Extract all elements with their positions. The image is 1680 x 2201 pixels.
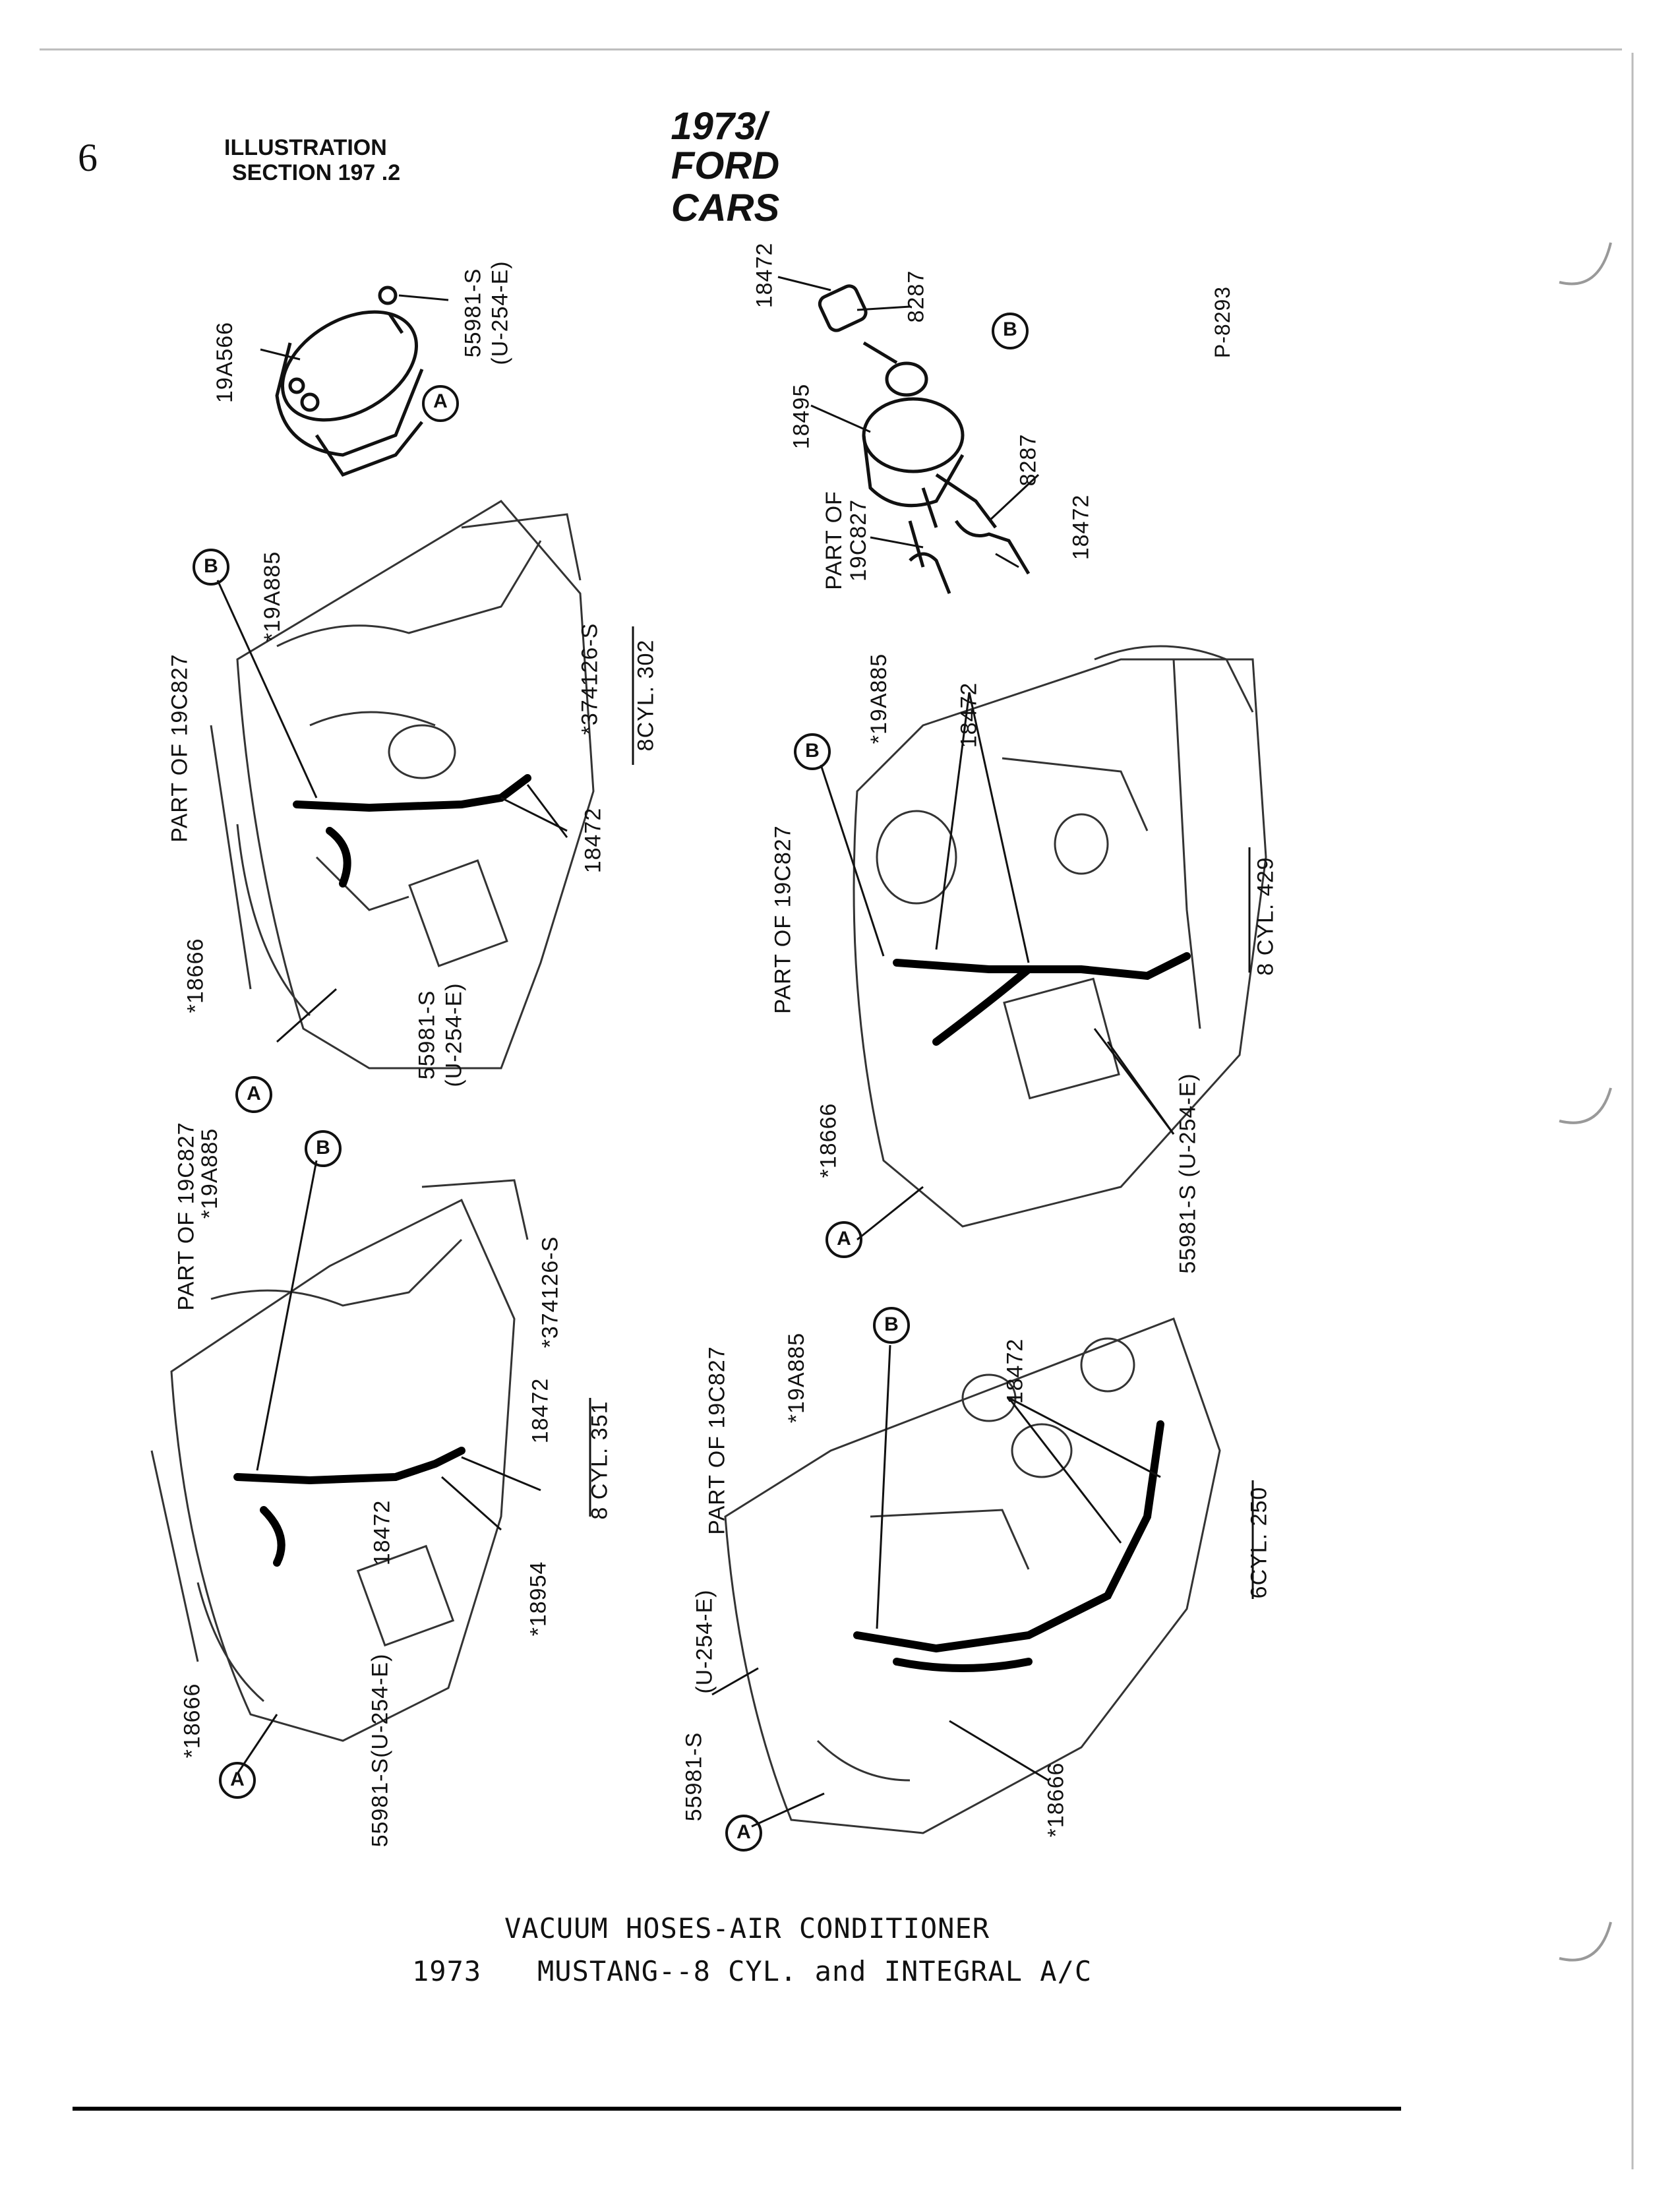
part-label: *18666 — [183, 938, 208, 1013]
part-label: 18472 — [369, 1499, 395, 1566]
illustration-label: ILLUSTRATION — [224, 135, 387, 160]
part-label: 18472 — [580, 807, 606, 874]
engine-351-title: 8 CYL. 351 — [587, 1401, 613, 1520]
part-label: 18472 — [1068, 494, 1094, 560]
caption-year: 1973 — [412, 1955, 482, 1987]
hose-302 — [297, 778, 527, 884]
part-label: *374126-S — [537, 1236, 563, 1348]
engine-429-title: 8 CYL. 429 — [1253, 857, 1278, 976]
part-label: 55981-S (U-254-E) — [1175, 1073, 1201, 1274]
part-label: *18666 — [179, 1683, 205, 1759]
callout-b: B — [204, 555, 218, 577]
callout-b: B — [316, 1137, 330, 1159]
section-label: SECTION 197 .2 — [232, 160, 401, 185]
part-label: 19C827 — [846, 498, 872, 582]
part-label: PART OF 19C827 — [704, 1346, 730, 1535]
callout-b: B — [1003, 318, 1017, 340]
callout-a: A — [837, 1228, 851, 1250]
binder-hole-mark — [1559, 243, 1611, 284]
part-label: *19A885 — [784, 1332, 810, 1424]
binder-hole-mark — [1559, 1922, 1611, 1960]
engine-302-title: 8CYL. 302 — [633, 639, 659, 752]
detail-a-drawing — [264, 287, 436, 475]
callout-a: A — [247, 1083, 261, 1104]
header-brand: FORD CARS — [671, 144, 780, 229]
part-label: 55981-S — [681, 1732, 707, 1822]
part-label: *18954 — [525, 1561, 551, 1637]
part-label: 18472 — [1002, 1338, 1028, 1404]
header-year: 1973/ — [671, 105, 767, 148]
callout-b: B — [805, 740, 820, 762]
part-label: 8287 — [903, 270, 929, 323]
hose-351 — [237, 1451, 462, 1563]
part-label: 18495 — [789, 383, 814, 450]
part-label: *19A885 — [197, 1128, 223, 1219]
callout-b: B — [884, 1313, 899, 1335]
part-label: PART OF 19C827 — [167, 653, 193, 843]
page-number: 6 — [78, 136, 98, 179]
callout-a: A — [736, 1821, 751, 1843]
part-label: *18666 — [816, 1102, 841, 1178]
part-label: PART OF 19C827 — [770, 825, 796, 1014]
part-label: 18472 — [752, 242, 777, 309]
part-label: 55981-S — [414, 990, 440, 1080]
caption-title: VACUUM HOSES-AIR CONDITIONER — [504, 1912, 990, 1945]
engine-429-drawing — [854, 646, 1266, 1226]
hose-429 — [897, 956, 1187, 1042]
part-label: 55981-S(U-254-E) — [367, 1653, 393, 1848]
part-label: *19A885 — [260, 551, 285, 642]
part-label: 19A566 — [212, 321, 238, 404]
engine-302-leaders — [194, 550, 567, 1112]
part-label: (U-254-E) — [441, 982, 467, 1087]
callout-a: A — [230, 1768, 245, 1790]
reference-number: P-8293 — [1211, 286, 1235, 359]
part-label: 18472 — [956, 682, 982, 748]
binder-hole-mark — [1559, 1088, 1611, 1123]
part-label: *374126-S — [577, 622, 603, 735]
callout-a: A — [433, 390, 448, 412]
part-label: (U-254-E) — [487, 260, 513, 365]
part-label: 55981-S — [460, 268, 486, 358]
part-label: PART OF — [821, 491, 847, 590]
engine-250-title: 6CYL. 250 — [1246, 1486, 1272, 1599]
part-label: PART OF 19C827 — [173, 1122, 199, 1311]
part-label: *18666 — [1043, 1762, 1069, 1838]
engine-250-leaders — [712, 1308, 1160, 1850]
part-label: 8287 — [1015, 433, 1041, 487]
part-label: *19A885 — [866, 653, 892, 744]
part-label: 18472 — [527, 1377, 553, 1444]
caption-subtitle: MUSTANG--8 CYL. and INTEGRAL A/C — [537, 1955, 1093, 1987]
hose-250 — [857, 1424, 1160, 1668]
part-label: (U-254-E) — [692, 1589, 717, 1694]
